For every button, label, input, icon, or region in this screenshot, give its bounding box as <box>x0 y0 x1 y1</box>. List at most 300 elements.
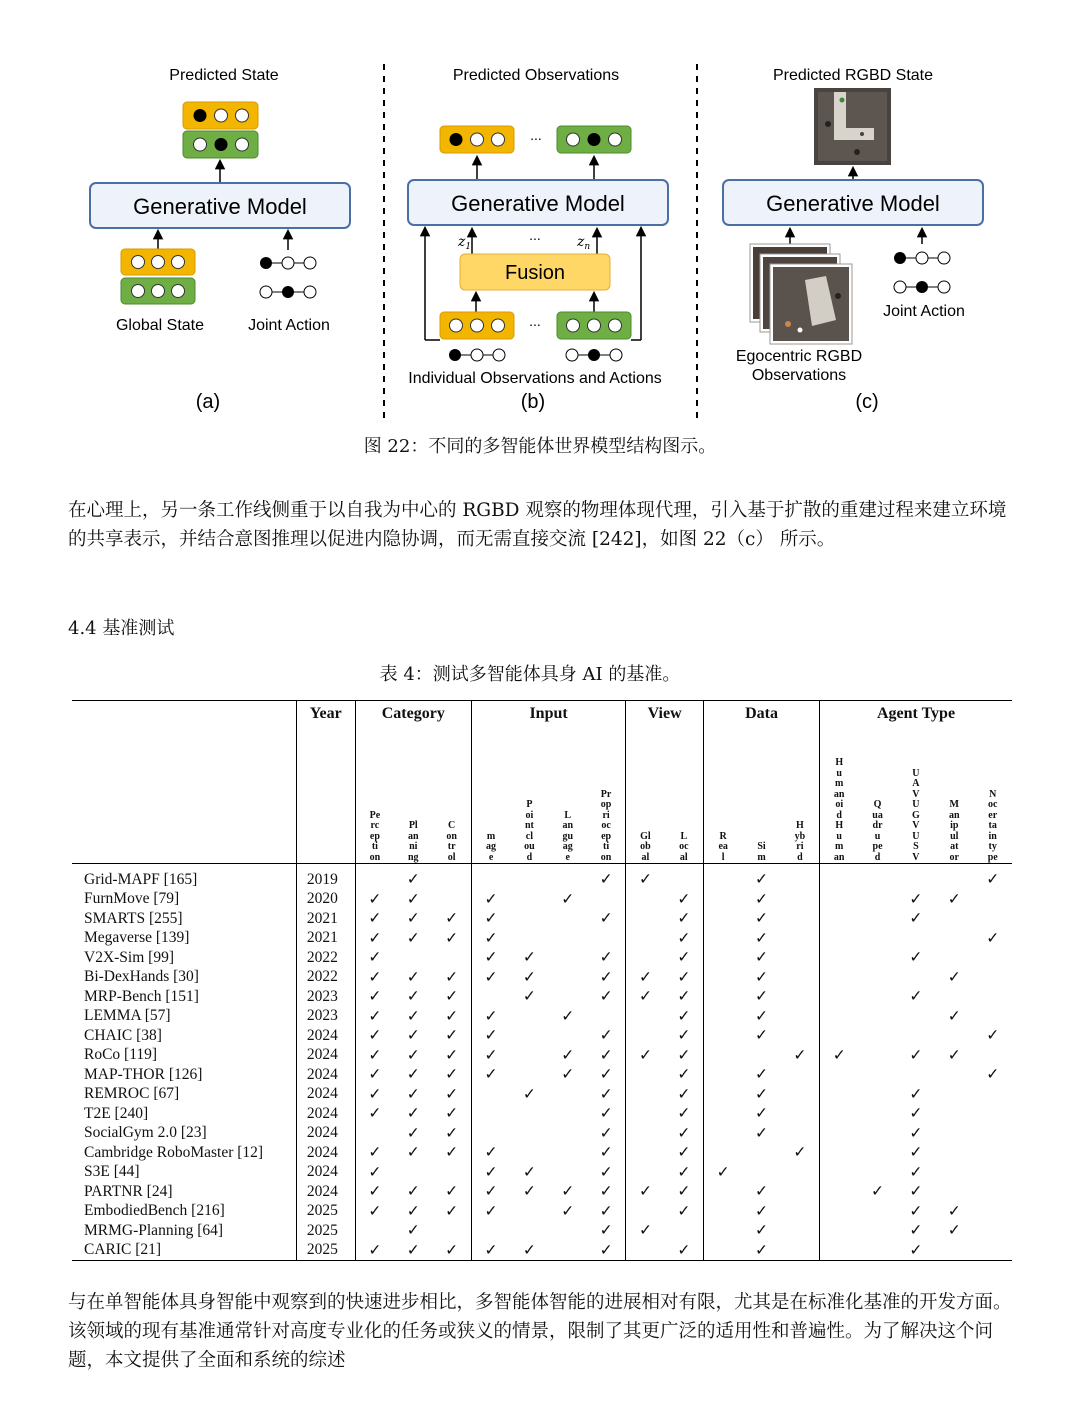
check-cell <box>858 1143 896 1163</box>
check-cell <box>471 1085 510 1105</box>
check-cell: ✓ <box>599 1105 613 1123</box>
table-row <box>72 987 1012 1007</box>
predicted-state-green-bar <box>183 131 258 158</box>
benchmark-year: 2023 <box>296 1007 355 1027</box>
zn-label: $z_n$ <box>577 234 591 252</box>
check-cell <box>704 1065 743 1085</box>
check-cell: ✓ <box>445 1144 459 1162</box>
check-cell: ✓ <box>986 871 1000 889</box>
benchmark-year: 2025 <box>296 1221 355 1241</box>
check-cell: ✓ <box>704 1163 743 1183</box>
check-cell: ✓ <box>909 910 923 928</box>
check-cell: ✓ <box>471 1143 510 1163</box>
check-cell <box>897 968 935 988</box>
check-cell: ✓ <box>471 1065 510 1085</box>
check-cell <box>781 987 820 1007</box>
check-cell <box>781 1202 820 1222</box>
benchmark-name: EmbodiedBench [216] <box>84 1202 225 1220</box>
check-cell: ✓ <box>406 871 420 889</box>
check-cell: ✓ <box>755 1124 769 1142</box>
figure-22 <box>0 0 1080 420</box>
table-row <box>72 948 1012 968</box>
check-cell <box>781 1124 820 1144</box>
check-cell: ✓ <box>406 929 420 947</box>
check-cell: ✓ <box>406 1183 420 1201</box>
benchmark-year: 2025 <box>296 1202 355 1222</box>
individual-obs-label: Individual Observations and Actions <box>408 370 662 387</box>
check-cell: ✓ <box>355 968 394 988</box>
check-cell <box>704 948 743 968</box>
subheader-7: Global <box>626 731 665 864</box>
check-cell: ✓ <box>599 1066 613 1084</box>
benchmark-year: 2024 <box>296 1065 355 1085</box>
check-cell <box>820 1007 859 1027</box>
check-cell: ✓ <box>471 1163 510 1183</box>
check-cell: ✓ <box>406 1085 420 1103</box>
check-cell: ✓ <box>909 1183 923 1201</box>
subheader-6: Proprioception <box>600 788 612 863</box>
check-cell <box>935 909 973 929</box>
check-cell <box>781 864 820 890</box>
check-cell <box>781 948 820 968</box>
check-cell: ✓ <box>406 1066 420 1084</box>
check-cell: ✓ <box>947 1202 961 1220</box>
check-cell <box>858 987 896 1007</box>
check-cell: ✓ <box>909 1163 923 1181</box>
check-cell: ✓ <box>871 1183 885 1201</box>
table-row <box>72 1007 1012 1027</box>
check-cell <box>858 1065 896 1085</box>
benchmark-year: 2025 <box>296 1241 355 1261</box>
check-cell <box>432 864 471 890</box>
panel-c-title: Predicted RGBD State <box>772 67 934 84</box>
check-cell: ✓ <box>406 1202 420 1220</box>
group-category: Category <box>355 701 471 732</box>
check-cell: ✓ <box>677 929 691 947</box>
check-cell: ✓ <box>599 910 613 928</box>
benchmark-name: Grid-MAPF [165] <box>84 870 198 888</box>
check-cell: ✓ <box>909 988 923 1006</box>
check-cell <box>897 1065 935 1085</box>
check-cell: ✓ <box>626 987 665 1007</box>
check-cell <box>549 864 587 890</box>
figure-caption: 图 22：不同的多智能体世界模型结构图示。 <box>363 436 717 457</box>
check-cell <box>471 1104 510 1124</box>
check-cell <box>665 1221 704 1241</box>
check-cell: ✓ <box>755 1105 769 1123</box>
subheader-9: Real <box>704 731 743 864</box>
panel-a-sublabel: (a) <box>195 391 221 413</box>
check-cell: ✓ <box>406 1241 420 1259</box>
check-cell <box>471 1221 510 1241</box>
table-row <box>72 1104 1012 1124</box>
check-cell <box>781 1085 820 1105</box>
check-cell: ✓ <box>755 1241 769 1259</box>
check-cell <box>973 1124 1012 1144</box>
check-cell: ✓ <box>599 1046 613 1064</box>
check-cell <box>510 1104 548 1124</box>
check-cell: ✓ <box>445 1183 459 1201</box>
panel-c-sublabel: (c) <box>855 391 879 413</box>
check-cell <box>858 909 896 929</box>
check-cell <box>973 1202 1012 1222</box>
check-cell: ✓ <box>355 1085 394 1105</box>
benchmark-table <box>72 700 1012 1261</box>
table-row <box>72 1202 1012 1222</box>
check-cell <box>704 987 743 1007</box>
check-cell <box>858 929 896 949</box>
check-cell: ✓ <box>909 1085 923 1103</box>
check-cell: ✓ <box>445 1241 459 1259</box>
check-cell <box>973 1085 1012 1105</box>
check-cell: ✓ <box>471 1202 510 1222</box>
check-cell: ✓ <box>677 1066 691 1084</box>
subheader-10: Sim <box>757 841 766 863</box>
check-cell <box>935 1163 973 1183</box>
check-cell <box>935 1241 973 1261</box>
benchmark-name: Megaverse [139] <box>84 929 190 947</box>
check-cell <box>626 1202 665 1222</box>
check-cell: ✓ <box>755 1066 769 1084</box>
check-cell: ✓ <box>355 948 394 968</box>
check-cell: ✓ <box>947 1222 961 1240</box>
check-cell <box>858 1241 896 1261</box>
check-cell <box>781 1182 820 1202</box>
check-cell <box>973 1104 1012 1124</box>
egocentric-label-2: Observations <box>751 367 847 384</box>
check-cell <box>549 1241 587 1261</box>
check-cell: ✓ <box>793 1144 807 1162</box>
check-cell <box>820 1182 859 1202</box>
check-cell: ✓ <box>909 1222 923 1240</box>
check-cell: ✓ <box>626 968 665 988</box>
check-cell <box>394 948 432 968</box>
check-cell <box>510 1202 548 1222</box>
check-cell: ✓ <box>755 988 769 1006</box>
check-cell <box>626 1124 665 1144</box>
check-cell: ✓ <box>947 968 961 986</box>
benchmark-name: RoCo [119] <box>84 1046 158 1064</box>
check-cell <box>471 864 510 890</box>
check-cell <box>973 909 1012 929</box>
subheader-1: Planning <box>408 820 419 863</box>
check-cell: ✓ <box>445 929 459 947</box>
check-cell <box>549 1143 587 1163</box>
group-view: View <box>626 701 704 732</box>
check-cell: ✓ <box>406 1046 420 1064</box>
subheader-14: UAVUGVUSV <box>912 767 920 863</box>
check-cell: ✓ <box>909 1046 923 1064</box>
check-cell <box>704 909 743 929</box>
check-cell <box>742 1046 780 1066</box>
check-cell: ✓ <box>445 1027 459 1045</box>
benchmark-name: MAP-THOR [126] <box>84 1065 203 1083</box>
check-cell <box>781 1163 820 1183</box>
check-cell <box>973 1221 1012 1241</box>
check-cell <box>549 1026 587 1046</box>
check-cell: ✓ <box>677 1241 691 1259</box>
check-cell <box>820 1065 859 1085</box>
check-cell: ✓ <box>406 968 420 986</box>
check-cell <box>820 1221 859 1241</box>
subheader-5: Language <box>562 809 574 863</box>
benchmark-name: S3E [44] <box>84 1163 140 1181</box>
check-cell: ✓ <box>522 949 536 967</box>
check-cell <box>781 968 820 988</box>
check-cell <box>858 1163 896 1183</box>
table-row <box>72 1085 1012 1105</box>
check-cell <box>704 929 743 949</box>
check-cell <box>704 1026 743 1046</box>
check-cell <box>704 1202 743 1222</box>
check-cell <box>626 929 665 949</box>
benchmark-name: Bi-DexHands [30] <box>84 968 199 986</box>
check-cell: ✓ <box>755 1085 769 1103</box>
check-cell: ✓ <box>355 1202 394 1222</box>
check-cell: ✓ <box>677 988 691 1006</box>
benchmark-year: 2024 <box>296 1104 355 1124</box>
check-cell: ✓ <box>471 968 510 988</box>
table-row <box>72 1143 1012 1163</box>
check-cell <box>820 1085 859 1105</box>
check-cell <box>510 1143 548 1163</box>
check-cell: ✓ <box>445 1007 459 1025</box>
table-caption: 表 4：测试多智能体具身 AI 的基准。 <box>379 664 681 685</box>
check-cell <box>858 1202 896 1222</box>
check-cell: ✓ <box>445 1105 459 1123</box>
benchmark-year: 2024 <box>296 1026 355 1046</box>
check-cell <box>897 1026 935 1046</box>
check-cell <box>781 1104 820 1124</box>
check-cell: ✓ <box>445 1202 459 1220</box>
check-cell: ✓ <box>561 1046 575 1064</box>
group-input: Input <box>471 701 625 732</box>
check-cell <box>510 864 548 890</box>
global-state-yellow-bar <box>121 249 195 275</box>
check-cell: ✓ <box>471 909 510 929</box>
check-cell: ✓ <box>909 1105 923 1123</box>
check-cell <box>704 1182 743 1202</box>
check-cell <box>742 1143 780 1163</box>
check-cell <box>471 1124 510 1144</box>
check-cell: ✓ <box>947 1046 961 1064</box>
check-cell: ✓ <box>986 1066 1000 1084</box>
check-cell: ✓ <box>677 1027 691 1045</box>
check-cell <box>394 1163 432 1183</box>
check-cell: ✓ <box>522 1183 536 1201</box>
check-cell <box>549 1124 587 1144</box>
check-cell <box>549 948 587 968</box>
check-cell <box>704 968 743 988</box>
benchmark-year: 2019 <box>296 864 355 890</box>
check-cell: ✓ <box>755 890 769 908</box>
z-ellipsis: ... <box>529 227 541 243</box>
benchmark-year: 2024 <box>296 1124 355 1144</box>
check-cell <box>973 968 1012 988</box>
check-cell <box>510 890 548 910</box>
check-cell <box>704 1007 743 1027</box>
benchmark-name: CHAIC [38] <box>84 1026 162 1044</box>
check-cell <box>820 909 859 929</box>
check-cell: ✓ <box>445 1046 459 1064</box>
benchmark-year: 2021 <box>296 929 355 949</box>
benchmark-name: FurnMove [79] <box>84 890 180 908</box>
individual-obs-green-bar <box>557 312 631 339</box>
check-cell: ✓ <box>599 1202 613 1220</box>
check-cell: ✓ <box>986 1027 1000 1045</box>
check-cell <box>820 890 859 910</box>
check-cell <box>820 1026 859 1046</box>
check-cell: ✓ <box>677 1124 691 1142</box>
check-cell: ✓ <box>561 1202 575 1220</box>
check-cell <box>355 864 394 890</box>
check-cell <box>820 1202 859 1222</box>
check-cell: ✓ <box>755 1007 769 1025</box>
check-cell <box>935 1085 973 1105</box>
joint-action-label-a: Joint Action <box>248 317 330 334</box>
check-cell: ✓ <box>355 1104 394 1124</box>
check-cell: ✓ <box>755 968 769 986</box>
table-row <box>72 1182 1012 1202</box>
subheader-11: Hybrid <box>794 820 806 863</box>
group-agent-type: Agent Type <box>820 701 1012 732</box>
check-cell <box>549 1085 587 1105</box>
check-cell <box>820 1104 859 1124</box>
check-cell <box>704 1143 743 1163</box>
check-cell <box>587 1007 626 1027</box>
check-cell <box>820 1163 859 1183</box>
check-cell: ✓ <box>445 1124 459 1142</box>
table-row <box>72 1065 1012 1085</box>
check-cell: ✓ <box>355 1182 394 1202</box>
check-cell: ✓ <box>909 890 923 908</box>
check-cell <box>781 1007 820 1027</box>
predicted-obs-yellow-bar <box>440 126 514 153</box>
check-cell: ✓ <box>471 948 510 968</box>
check-cell: ✓ <box>599 1085 613 1103</box>
check-cell <box>626 1026 665 1046</box>
check-cell <box>510 909 548 929</box>
check-cell <box>973 987 1012 1007</box>
check-cell <box>781 1065 820 1085</box>
table-row <box>72 968 1012 988</box>
predicted-state-yellow-bar <box>183 102 258 129</box>
check-cell: ✓ <box>406 910 420 928</box>
check-cell <box>858 948 896 968</box>
check-cell <box>549 1104 587 1124</box>
benchmark-name: PARTNR [24] <box>84 1182 173 1200</box>
check-cell <box>935 1182 973 1202</box>
z1-label: $z_1$ <box>458 234 472 252</box>
check-cell: ✓ <box>986 929 1000 947</box>
check-cell: ✓ <box>471 1046 510 1066</box>
check-cell <box>510 1221 548 1241</box>
check-cell <box>626 1007 665 1027</box>
check-cell <box>858 1104 896 1124</box>
check-cell <box>935 864 973 890</box>
check-cell <box>471 987 510 1007</box>
benchmark-name: LEMMA [57] <box>84 1007 171 1025</box>
section-heading: 4.4 基准测试 <box>68 618 175 639</box>
check-cell <box>510 1026 548 1046</box>
subheader-4: Pointcloud <box>524 799 535 863</box>
check-cell: ✓ <box>626 1182 665 1202</box>
check-cell <box>858 1124 896 1144</box>
check-cell: ✓ <box>355 987 394 1007</box>
panel-c <box>723 67 983 413</box>
check-cell: ✓ <box>445 1066 459 1084</box>
check-cell <box>820 968 859 988</box>
check-cell: ✓ <box>522 1163 536 1181</box>
check-cell: ✓ <box>355 890 394 910</box>
joint-action-icon-a <box>260 257 316 298</box>
predicted-rgbd-image <box>814 88 891 165</box>
check-cell <box>742 1163 780 1183</box>
check-cell: ✓ <box>355 1046 394 1066</box>
check-cell: ✓ <box>820 1046 859 1066</box>
individual-obs-yellow-bar <box>440 312 514 339</box>
subheader-16: Nocertaintype <box>987 788 998 863</box>
panel-b-model-label: Generative Model <box>451 191 625 216</box>
check-cell <box>820 948 859 968</box>
panel-b-title: Predicted Observations <box>452 67 620 84</box>
global-state-label: Global State <box>115 317 205 334</box>
check-cell: ✓ <box>677 1163 691 1181</box>
check-cell <box>935 1104 973 1124</box>
subheader-2: Control <box>446 820 457 863</box>
benchmark-name: CARIC [21] <box>84 1241 162 1259</box>
check-cell <box>626 1241 665 1261</box>
panel-b <box>408 67 668 413</box>
check-cell <box>704 1085 743 1105</box>
check-cell: ✓ <box>909 1124 923 1142</box>
check-cell <box>704 864 743 890</box>
joint-action-label-c: Joint Action <box>883 303 965 320</box>
table-group-header-row <box>72 701 1012 732</box>
panel-a <box>90 67 350 413</box>
check-cell: ✓ <box>599 988 613 1006</box>
check-cell: ✓ <box>445 910 459 928</box>
individual-action-icon-1 <box>449 349 505 361</box>
panel-a-title: Predicted State <box>169 67 279 84</box>
table-row <box>72 929 1012 949</box>
check-cell <box>820 864 859 890</box>
benchmark-year: 2022 <box>296 948 355 968</box>
check-cell <box>432 948 471 968</box>
joint-action-icon-c <box>894 252 950 293</box>
paragraph-2: 与在单智能体具身智能中观察到的快速进步相比，多智能体智能的进展相对有限，尤其是在标准化基准的开发方面。该领域的现有基准通常针对高度专业化的任务或狭义的情景，限制了其更广泛的适用性和普遍性。为了解决这个问题，本文提供了全面和系统的综述 <box>68 1292 1012 1371</box>
check-cell: ✓ <box>599 871 613 889</box>
check-cell <box>626 890 665 910</box>
check-cell <box>858 864 896 890</box>
check-cell <box>858 1026 896 1046</box>
check-cell: ✓ <box>677 1046 691 1064</box>
check-cell: ✓ <box>677 949 691 967</box>
check-cell <box>355 1221 394 1241</box>
check-cell <box>510 1065 548 1085</box>
check-cell: ✓ <box>909 949 923 967</box>
table-row <box>72 1026 1012 1046</box>
check-cell <box>704 1046 743 1066</box>
check-cell: ✓ <box>471 1241 510 1261</box>
panel-c-model-label: Generative Model <box>766 191 940 216</box>
benchmark-name: T2E [240] <box>84 1104 149 1122</box>
fusion-label: Fusion <box>504 262 566 284</box>
table-subheader-row <box>72 731 1012 864</box>
check-cell: ✓ <box>406 890 420 908</box>
check-cell: ✓ <box>909 1202 923 1220</box>
check-cell <box>973 1007 1012 1027</box>
